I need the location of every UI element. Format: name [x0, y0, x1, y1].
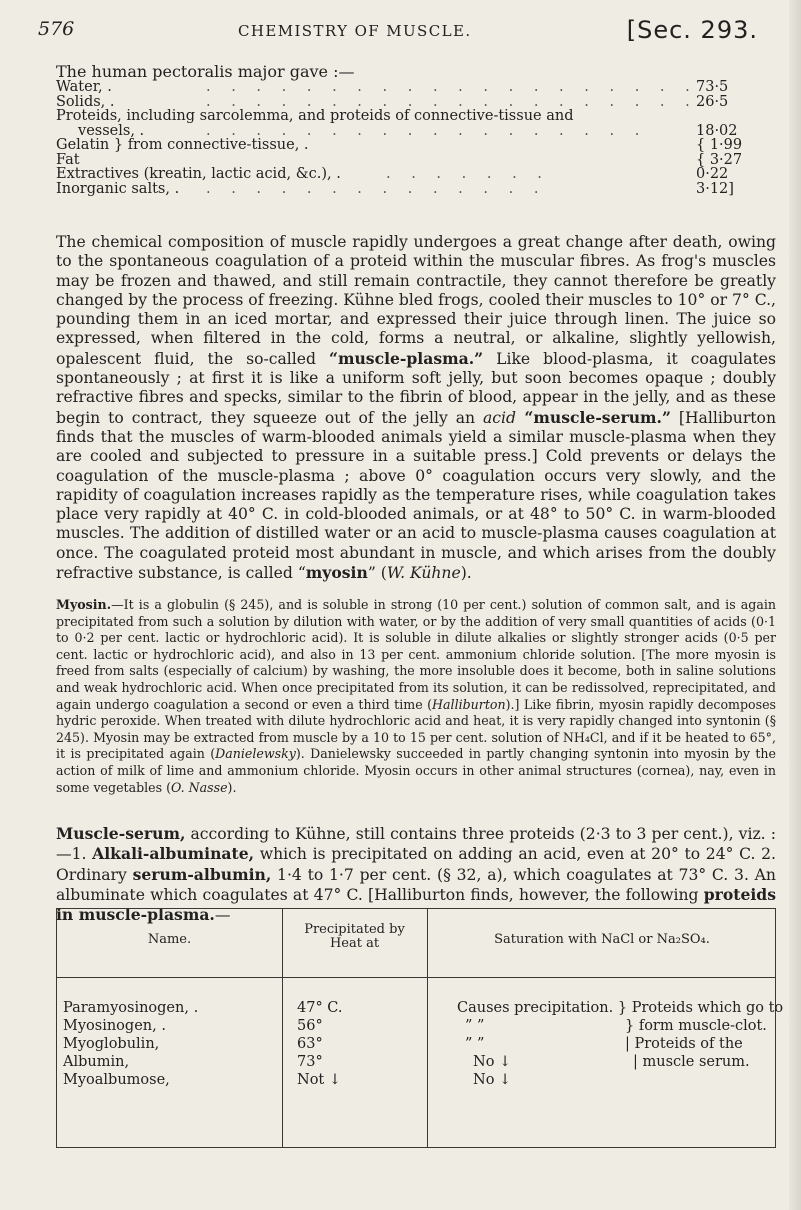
composition-label: vessels, .: [78, 122, 145, 139]
composition-value: 73·5: [696, 79, 729, 95]
citation: O. Nasse: [171, 779, 228, 795]
composition-row: [56, 182, 776, 197]
leader-dots: . . . . . . .: [386, 166, 550, 182]
table-cell: No ↓: [473, 1054, 512, 1070]
composition-label: Proteids, including sarcolemma, and proteids of connective-tissue and: [56, 108, 574, 124]
page-edge: [789, 0, 801, 1210]
text-run: The chemical composition of muscle rapidly undergoes a great change after death, owing to the spontaneous coagulation of a proteid within the muscular fibres. As frog's muscles may be frozen and thawed, and still remain contractile, they cannot therefore be greatly changed by the process of freezing. Kühne bled frogs, cooled their muscles to 10° or 7° C., pounding them in an iced mortar, and expressed their juice through linen. The juice so expressed, when filtered in the cold, forms a neutral, or alkaline, slightly yellowish, opalescent fluid, the so-called: [56, 233, 776, 368]
composition-value: { 3·27: [696, 151, 743, 168]
term-muscle-plasma: “muscle-plasma.”: [329, 348, 484, 368]
table-cell: 73°: [297, 1054, 323, 1070]
table-row: [457, 1035, 757, 1053]
composition-row: [56, 167, 776, 182]
header-saturation: Saturation with NaCl or Na₂SO₄.: [494, 932, 710, 947]
text-run: ).] Like fibrin, myosin rapidly decomposes hydric peroxide. When treated with dilute hydrochloric acid and heat, it is very rapidly changed into syntonin (§ 245). Myosin may be extracted from muscle by a 10 to 15 per cent. solution of NH₄Cl, and if it be heated to 65°, it is precipitated again (: [56, 696, 777, 762]
name-column: [63, 999, 273, 1089]
table-divider: [282, 909, 283, 1147]
table-cell: Albumin,: [63, 1054, 130, 1070]
table-note: | Proteids of the: [625, 1036, 743, 1052]
composition-label: Extractives (kreatin, lactic acid, &c.), .: [56, 166, 341, 182]
term-proteids-muscle-plasma: proteids in muscle-plasma.: [56, 884, 776, 925]
header-heat: Precipitated by Heat at: [304, 922, 405, 951]
table-row: [457, 999, 784, 1017]
proteid-table: [56, 908, 784, 1148]
term-serum-albumin: serum-albumin,: [132, 864, 272, 884]
composition-value: 3·12]: [696, 180, 734, 197]
table-row: [457, 1017, 767, 1035]
composition-value: 0·22: [696, 166, 729, 182]
composition-row: [56, 138, 776, 153]
table-cell: 47° C.: [297, 1000, 343, 1016]
citation: W. Kühne: [386, 564, 461, 583]
table-note: | muscle serum.: [633, 1054, 750, 1070]
table-cell: 63°: [297, 1036, 323, 1052]
leader-dots: . . . . . . . . . . . . . . . . . . . .: [206, 93, 698, 110]
composition-row: [56, 95, 776, 110]
table-row: [457, 1071, 757, 1089]
page-number: 576: [38, 18, 75, 40]
muscle-plasma-paragraph: [56, 233, 776, 583]
leader-dots: . . . . . . . . . . . . . . . . . . . .: [206, 79, 698, 95]
table-cell: 56°: [297, 1018, 323, 1034]
composition-row: [56, 124, 776, 139]
header-name: Name.: [147, 932, 192, 947]
term-muscle-serum-heading: Muscle-serum,: [56, 824, 186, 843]
table-row: [457, 1053, 757, 1071]
table-cell: Paramyosinogen, .: [63, 1000, 199, 1016]
table-cell: ” ”: [465, 1036, 485, 1052]
term-myosin: myosin: [305, 563, 368, 583]
text-run: —It is a globulin (§ 245), and is soluble in strong (10 per cent.) solution of common salt, and is again precipitated from such a solution by dilution with water, or by the addition of very small quantities of acids (0·1 to 0·2 per cent. lactic or hydrochloric acid). It is soluble in dilute alkalies or slightly stronger acids (0·5 per cent. lactic or hydrochloric acid), and also in 13 per cent. ammonium chloride solution. [The more myosin is freed from salts (especially of calcium) by washing, the more insoluble does it become, both in saline solutions and weak hydrochloric acid. When once precipitated from its solution, it can be redissolved, reprecipitated, and again undergo coagulation a second or even a third time (: [56, 597, 776, 712]
composition-label: Inorganic salts, .: [56, 180, 180, 197]
composition-value: 26·5: [696, 93, 729, 110]
text-run: ” (: [367, 564, 387, 583]
table-cell: Causes precipitation.: [457, 1000, 614, 1016]
text-run: according to Kühne, still contains three proteids (2·3 to 3 per cent.), viz. :—1.: [56, 825, 776, 864]
emphasis: acid: [483, 408, 517, 427]
term-muscle-serum: “muscle-serum.”: [516, 407, 671, 427]
text-run: ).: [227, 779, 237, 795]
composition-label: Fat: [56, 151, 80, 168]
composition-row: [56, 153, 776, 168]
composition-label: Water, .: [56, 79, 112, 95]
term-myosin-heading: Myosin.: [56, 597, 112, 612]
running-title: CHEMISTRY OF MUSCLE.: [238, 22, 472, 40]
composition-value: { 1·99: [696, 137, 743, 153]
table-cell: No ↓: [473, 1072, 512, 1088]
text-run: ).: [460, 564, 472, 583]
table-note: } form muscle-clot.: [625, 1018, 767, 1034]
leader-dots: . . . . . . . . . . . . . .: [206, 180, 547, 197]
composition-list: [56, 80, 776, 196]
citation: Halliburton: [432, 696, 506, 712]
table-cell: Myoalbumose,: [63, 1072, 170, 1088]
table-note: } Proteids which go to: [617, 1000, 784, 1016]
composition-label: Solids, .: [56, 93, 115, 110]
table-cell: ” ”: [465, 1018, 485, 1034]
term-alkali-albuminate: Alkali-albuminate,: [92, 844, 255, 864]
heat-column: [297, 999, 407, 1089]
table-cell: Not ↓: [297, 1072, 342, 1088]
running-header: [38, 12, 758, 48]
citation: Danielewsky: [215, 746, 296, 762]
text-run: which is precipitated on adding an acid, even at 20° to 24° C. 2. Ordinary: [56, 845, 776, 884]
text-run: —: [214, 906, 231, 925]
composition-row: [56, 109, 776, 124]
table-cell: Myoglobulin,: [63, 1036, 160, 1052]
text-run: 1·4 to 1·7 per cent. (§ 32, a), which coagulates at 73° C. 3. An albuminate which coagulates at 47° C. [Halliburton finds, however, the following: [56, 865, 776, 904]
composition-label: Gelatin } from connective-tissue, .: [56, 137, 309, 153]
section-reference: [Sec. 293.: [626, 16, 758, 44]
composition-intro: The human pectoralis major gave :—: [56, 62, 355, 81]
composition-row: [56, 80, 776, 95]
text-run: [Halliburton finds that the muscles of warm-blooded animals yield a similar muscle-plasma when they are cooled and subjected to pressure in a suitable press.] Cold prevents or delays the coagulation of the muscle-plasma ; above 0° coagulation occurs very slowly, and the rapidity of coagulation increases rapidly as the temperature rises, while coagulation takes place very rapidly at 40° C. in cold-blooded animals, or at 48° to 50° C. in warm-blooded muscles. The addition of distilled water or an acid to muscle-plasma causes coagulation at once. The coagulated proteid most abundant in muscle, and which arises from the doubly refractive substance, is called “: [56, 408, 776, 583]
leader-dots: . . . . . . . . . . . . . . . . . .: [206, 122, 648, 139]
composition-value: 18·02: [696, 122, 738, 139]
text-run: ). Danielewsky succeeded in partly changing syntonin into myosin by the action of milk of lime and ammonium chloride. Myosin occurs in other animal structures (cornea), nay, even in some vegetables (: [56, 746, 776, 795]
myosin-paragraph: [56, 597, 776, 796]
saturation-column: [457, 999, 784, 1089]
table-cell: Myosinogen, .: [63, 1018, 166, 1034]
table-divider: [57, 977, 775, 978]
text-run: Like blood-plasma, it coagulates spontaneously ; at first it is like a uniform soft jelly, but soon becomes opaque ; doubly refractive fibres and specks, similar to the fibrin of blood, appear in the jelly, and as these begin to contract, they squeeze out of the jelly an: [56, 349, 776, 427]
